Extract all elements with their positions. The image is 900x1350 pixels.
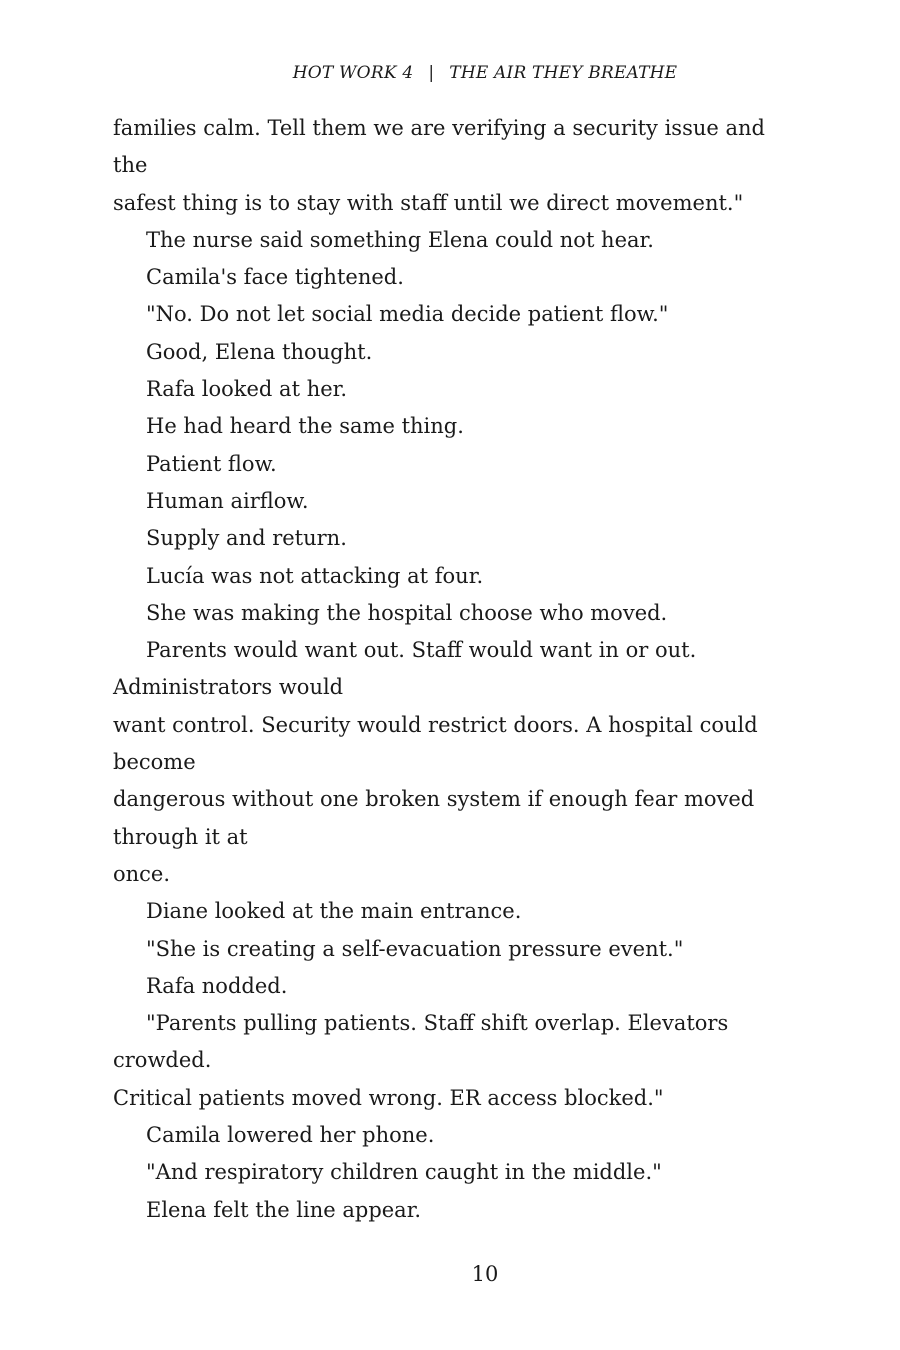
header-separator: | xyxy=(428,63,435,83)
text-line: "No. Do not let social media decide patient flow." xyxy=(146,302,669,327)
text-line: safest thing is to stay with staff until we direct movement." xyxy=(113,190,744,215)
text-line: families calm. Tell them we are verifying a security issue and xyxy=(113,116,765,140)
text-line: Administrators would xyxy=(113,675,344,700)
text-line: the xyxy=(113,153,148,178)
text-line: Camila lowered her phone. xyxy=(146,1123,435,1148)
running-header xyxy=(0,61,900,85)
text-line: Supply and return. xyxy=(146,526,347,551)
text-line: become xyxy=(113,750,196,775)
text-line: Patient flow. xyxy=(146,451,277,476)
text-line: Rafa looked at her. xyxy=(146,377,348,402)
text-line: Diane looked at the main entrance. xyxy=(146,899,522,924)
text-line: Camila's face tightened. xyxy=(146,265,404,290)
text-line: crowded. xyxy=(113,1048,212,1073)
text-line: Human airflow. xyxy=(146,488,309,513)
text-line: Elena felt the line appear. xyxy=(146,1197,422,1222)
text-line: The nurse said something Elena could not hear. xyxy=(146,227,654,252)
text-line: Good, Elena thought. xyxy=(146,339,373,364)
text-line: "Parents pulling patients. Staff shift overlap. Elevators xyxy=(146,1011,729,1036)
header-chapter-title: THE AIR THEY BREATHE xyxy=(449,63,678,83)
text-line: Parents would want out. Staff would want in or out. xyxy=(146,638,697,663)
page-number: 10 xyxy=(471,1262,499,1286)
header-book-title: HOT WORK 4 xyxy=(292,63,414,83)
page-body xyxy=(113,110,833,1229)
text-line: Rafa nodded. xyxy=(146,973,288,998)
text-line: through it at xyxy=(113,824,248,849)
text-line: Critical patients moved wrong. ER access blocked." xyxy=(113,1085,664,1110)
text-line: Lucía was not attacking at four. xyxy=(146,563,484,588)
text-line: "She is creating a self-evacuation pressure event." xyxy=(146,936,684,961)
text-line: want control. Security would restrict doors. A hospital could xyxy=(113,712,758,737)
text-line: "And respiratory children caught in the middle." xyxy=(146,1160,662,1185)
text-line: dangerous without one broken system if enough fear moved xyxy=(113,787,755,812)
text-line: once. xyxy=(113,861,171,886)
text-line: She was making the hospital choose who moved. xyxy=(146,600,668,625)
text-line: He had heard the same thing. xyxy=(146,414,464,439)
